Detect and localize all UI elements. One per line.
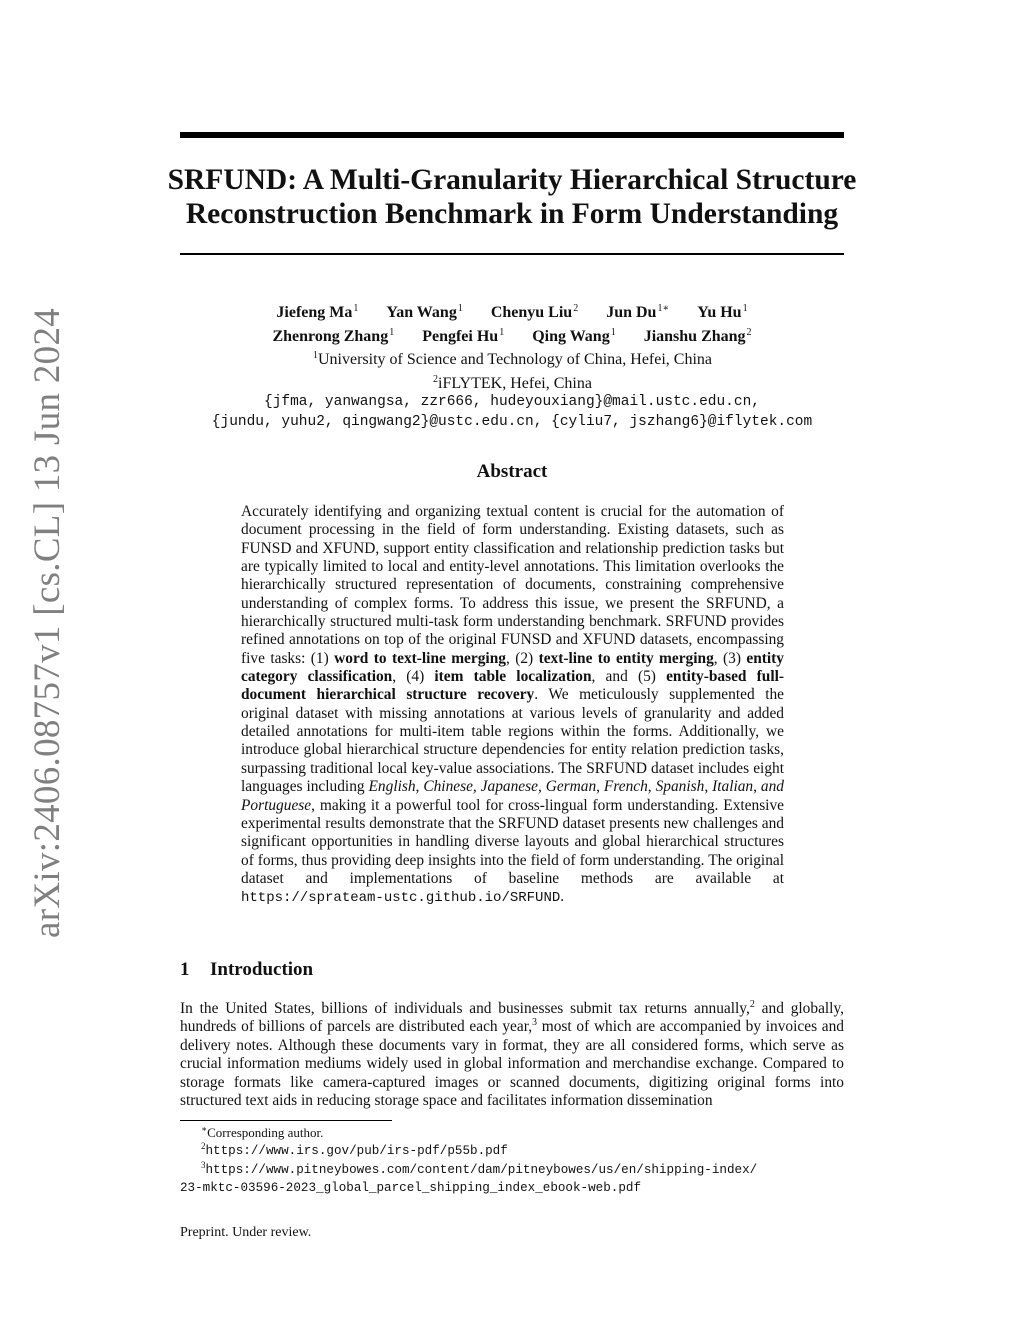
title-line-1: SRFUND: A Multi-Granularity Hierarchical Structure <box>167 164 857 196</box>
introduction-paragraph: In the United States, billions of individuals and businesses submit tax returns annually,$^2$ and globally, hundreds of billions of parcels are distributed each year,$^3$ most of which are accompanied by invoices and delivery notes. Although these documents vary in format, they are all considered forms, which serve as crucial information mediums widely used in global information and merchandise exchange. Compared to storage formats like camera-captured images or scanned documents, digitizing original forms into structured text aids in reducing storage space and facilitates information dissemination <box>180 999 844 1110</box>
paper-title <box>160 163 864 231</box>
title-line-2: Reconstruction Benchmark in Form Understanding <box>185 198 839 230</box>
task-4-label: item table localization <box>434 668 592 686</box>
title-top-rule <box>180 132 844 138</box>
languages-list: English, Chinese, Japanese, German, French, Spanish, Italian, and Portuguese <box>241 778 784 814</box>
author-name: Jun $Du^{1∗}$ <box>606 303 670 321</box>
author-name: Qing Wang$^1$ <box>532 326 616 345</box>
footnote-3: $^3$https://www.pitneybowes.com/content/dam/pitneybowes/us/en/shipping-index/ <box>201 1160 758 1178</box>
footnote-separator <box>180 1120 392 1121</box>
author-block <box>180 299 844 432</box>
footnote-ref-2[interactable]: 2 <box>749 999 755 1010</box>
author-name: Yu Hu$^1$ <box>697 303 748 321</box>
footnote-2: $^2$https://www.irs.gov/pub/irs-pdf/p55b.pdf <box>201 1141 508 1159</box>
preprint-notice: Preprint. Under review. <box>180 1225 312 1240</box>
footnote-3-continuation[interactable]: 23-mktc-03596-2023_global_parcel_shipping_index_ebook-web.pdf <box>180 1180 642 1195</box>
task-3-label: entity category classification <box>241 649 784 686</box>
author-name: Chenyu Liu$^2$ <box>490 303 579 321</box>
author-row-1 <box>180 299 844 323</box>
author-name: Jiefeng Ma$^1$ <box>276 303 359 321</box>
footnote-ref-3[interactable]: 3 <box>532 1017 538 1029</box>
footnote-3-link[interactable]: https://www.pitneybowes.com/content/dam/pitneybowes/us/en/shipping-index/ <box>205 1163 758 1178</box>
author-name: Zhenrong Zhang$^1$ <box>272 326 395 345</box>
author-name: Jianshu Zhang$^2$ <box>643 326 752 345</box>
affiliation-1: $^1$University of Science and Technology of China, Hefei, China <box>312 350 713 368</box>
footnote-corresponding-author: ∗Corresponding author. <box>201 1124 324 1140</box>
author-name: Pengfei Hu$^1$ <box>422 326 505 345</box>
email-line-1: {jfma, yanwangsa, zzr666, hudeyouxiang}@mail.ustc.edu.cn, <box>264 394 760 410</box>
footnotes <box>180 1124 844 1197</box>
footnote-2-link[interactable]: https://www.irs.gov/pub/irs-pdf/p55b.pdf <box>205 1144 508 1159</box>
author-name: Yan Wang$^1$ <box>386 303 463 321</box>
abstract-heading: Abstract <box>476 461 548 482</box>
section-heading-introduction: 1 Introduction <box>180 959 314 980</box>
title-bottom-rule <box>180 253 844 255</box>
task-1-label: word to text-line merging <box>334 649 506 667</box>
email-line-2: {jundu, yuhu2, qingwang2}@ustc.edu.cn, {cyliu7, jszhang6}@iflytek.com <box>211 413 813 430</box>
arxiv-identifier-stamp: arXiv:2406.08757v1 [cs.CL] 13 Jun 2024 <box>27 307 68 938</box>
task-2-label: text-line to entity merging <box>538 649 714 667</box>
abstract-body: Accurately identifying and organizing textual content is crucial for the automation of document processing in the field of form understanding. Existing datasets, such as FUNSD and XFUND, support entity classification and relationship prediction tasks but are typically limited to local and entity-level annotations. This limitation overlooks the hierarchically structured representation of documents, constraining comprehensive understanding of complex forms. To address this issue, we present the SRFUND, a hierarchically structured multi-task form understanding benchmark. SRFUND provides refined annotations on top of the original FUNSD and XFUND datasets, encompassing five tasks: (1) word to text-line merging, (2) text-line to entity merging, (3) entity category classification, (4) item table localization, and (5) entity-based full-document hierarchical structure recovery. We meticulously supplemented the original dataset with missing annotations at various levels of granularity and added detailed annotations for multi-item table regions within the forms. Additionally, we introduce global hierarchical structure dependencies for entity relation prediction tasks, surpassing traditional local key-value associations. The SRFUND dataset includes eight languages including English, Chinese, Japanese, German, French, Spanish, Italian, and Portuguese, making it a powerful tool for cross-lingual form understanding. Extensive experimental results demonstrate that the SRFUND dataset presents new challenges and significant opportunities in handling diverse layouts and global hierarchical structures of forms, thus providing deep insights into the field of form understanding. The original dataset and implementations of baseline methods are available at https://sprateam-ustc.github.io/SRFUND. <box>241 503 785 907</box>
task-5-label: entity-based full-document hierarchical structure recovery <box>241 668 785 704</box>
author-row-2 <box>180 323 844 347</box>
affiliation-2: $^2$iFLYTEK, Hefei, China <box>433 373 592 392</box>
project-url-link[interactable]: https://sprateam-ustc.github.io/SRFUND <box>241 890 561 907</box>
